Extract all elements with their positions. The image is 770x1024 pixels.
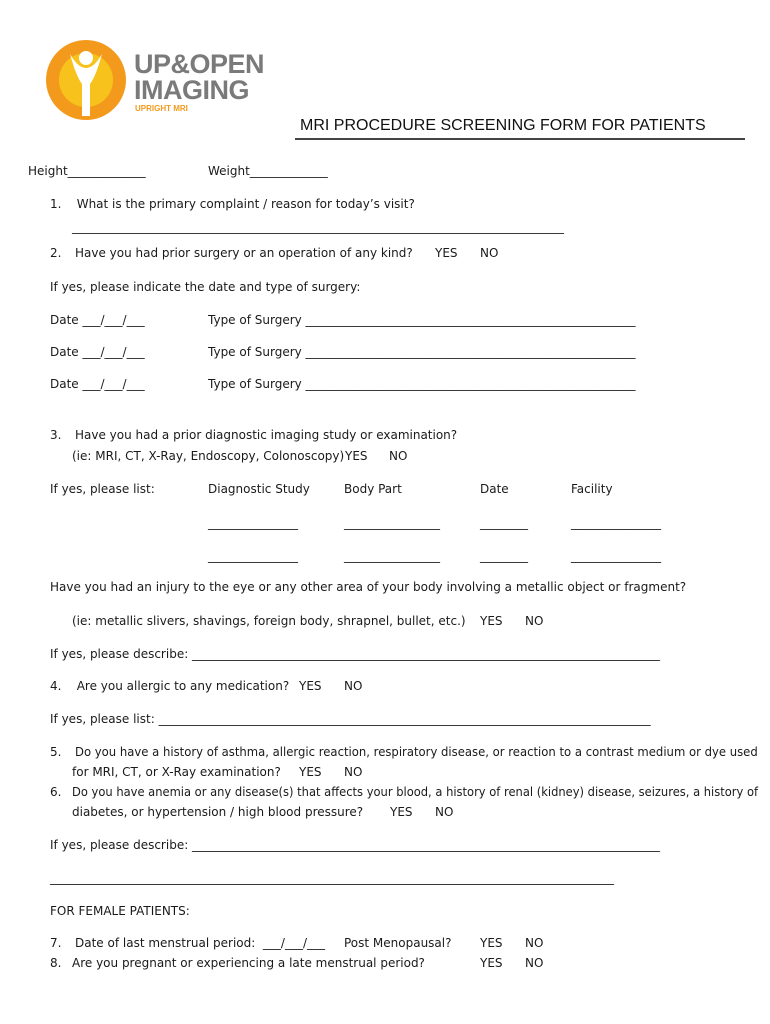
question-1: 1. What is the primary complaint / reason for today’s visit? (50, 197, 415, 211)
table-header-body-part: Body Part (344, 482, 402, 496)
date-blank-1[interactable]: ________ (480, 516, 528, 530)
post-menopausal-label: Post Menopausal? (344, 936, 452, 950)
surgery-type-1[interactable]: Type of Surgery _______________________________________________________ (208, 313, 636, 327)
question-8-no[interactable]: NO (525, 956, 544, 970)
table-header-facility: Facility (571, 482, 613, 496)
question-2-yes[interactable]: YES (435, 246, 458, 260)
surgery-type-3[interactable]: Type of Surgery _______________________________________________________ (208, 377, 636, 391)
body-part-blank-1[interactable]: ________________ (344, 516, 440, 530)
question-5-number: 5. (50, 745, 62, 759)
female-heading: FOR FEMALE PATIENTS: (50, 904, 190, 918)
question-2-number: 2. (50, 246, 62, 260)
surgery-type-2[interactable]: Type of Surgery _______________________________________________________ (208, 345, 636, 359)
question-4-no[interactable]: NO (344, 679, 363, 693)
question-3-number: 3. (50, 428, 62, 442)
body-part-blank-2[interactable]: ________________ (344, 549, 440, 563)
table-header-study: Diagnostic Study (208, 482, 310, 496)
question-5-yes[interactable]: YES (299, 765, 322, 779)
company-logo (40, 36, 280, 122)
injury-describe[interactable]: If yes, please describe: ______________________________________________________________________________ (50, 647, 661, 661)
surgery-date-2[interactable]: Date ___/___/___ (50, 345, 145, 359)
question-4-list[interactable]: If yes, please list: __________________________________________________________________________________ (50, 712, 651, 726)
weight-field[interactable]: Weight_____________ (208, 164, 328, 178)
study-blank-1[interactable]: _______________ (208, 516, 298, 530)
question-7-no[interactable]: NO (525, 936, 544, 950)
question-5-no[interactable]: NO (344, 765, 363, 779)
question-3-no[interactable]: NO (389, 449, 408, 463)
question-8-yes[interactable]: YES (480, 956, 503, 970)
injury-no[interactable]: NO (525, 614, 544, 628)
logo-line1: UP&OPEN (134, 49, 265, 79)
question-6-extra-line[interactable]: ______________________________________________________________________________________________ (50, 871, 614, 885)
title-rule (295, 138, 745, 140)
question-6-yes[interactable]: YES (390, 805, 413, 819)
question-6-no[interactable]: NO (435, 805, 454, 819)
injury-question: Have you had an injury to the eye or any other area of your body involving a metallic object or fragment? (50, 580, 687, 594)
logo-mark-icon (40, 36, 132, 122)
injury-example: (ie: metallic slivers, shavings, foreign body, shrapnel, bullet, etc.) (72, 614, 466, 628)
question-7[interactable]: Date of last menstrual period: ___/___/___ (75, 936, 325, 950)
question-6-describe[interactable]: If yes, please describe: ______________________________________________________________________________ (50, 838, 661, 852)
question-3: Have you had a prior diagnostic imaging study or examination? (75, 428, 458, 442)
question-8: Are you pregnant or experiencing a late menstrual period? (72, 956, 425, 970)
question-2-no[interactable]: NO (480, 246, 499, 260)
surgery-date-1[interactable]: Date ___/___/___ (50, 313, 145, 327)
injury-yes[interactable]: YES (480, 614, 503, 628)
facility-blank-1[interactable]: _______________ (571, 516, 661, 530)
question-6-line2: diabetes, or hypertension / high blood pressure? (72, 805, 364, 819)
question-8-number: 8. (50, 956, 62, 970)
facility-blank-2[interactable]: _______________ (571, 549, 661, 563)
question-5-line1: Do you have a history of asthma, allergic reaction, respiratory disease, or reaction to a contrast medium or dye used (75, 745, 758, 759)
question-2-if-yes: If yes, please indicate the date and type of surgery: (50, 280, 361, 294)
logo-tagline: UPRIGHT MRI (135, 104, 188, 113)
surgery-date-3[interactable]: Date ___/___/___ (50, 377, 145, 391)
question-6-line1: Do you have anemia or any disease(s) that affects your blood, a history of renal (kidney) disease, seizures, a history of (72, 785, 759, 799)
logo-line2: IMAGING (134, 75, 249, 105)
question-5-line2: for MRI, CT, or X-Ray examination? (72, 765, 281, 779)
question-7-yes[interactable]: YES (480, 936, 503, 950)
question-2: Have you had prior surgery or an operation of any kind? (75, 246, 413, 260)
question-4-yes[interactable]: YES (299, 679, 322, 693)
question-3-if-yes: If yes, please list: (50, 482, 155, 496)
height-field[interactable]: Height_____________ (28, 164, 146, 178)
question-3-example: (ie: MRI, CT, X-Ray, Endoscopy, Colonoscopy) (72, 449, 345, 463)
question-3-yes[interactable]: YES (345, 449, 368, 463)
question-1-answer-line[interactable]: __________________________________________________________________________________ (72, 220, 564, 234)
question-4: 4. Are you allergic to any medication? (50, 679, 290, 693)
study-blank-2[interactable]: _______________ (208, 549, 298, 563)
question-6-number: 6. (50, 785, 62, 799)
question-7-number: 7. (50, 936, 62, 950)
form-title: MRI PROCEDURE SCREENING FORM FOR PATIENTS (300, 117, 706, 134)
table-header-date: Date (480, 482, 509, 496)
date-blank-2[interactable]: ________ (480, 549, 528, 563)
